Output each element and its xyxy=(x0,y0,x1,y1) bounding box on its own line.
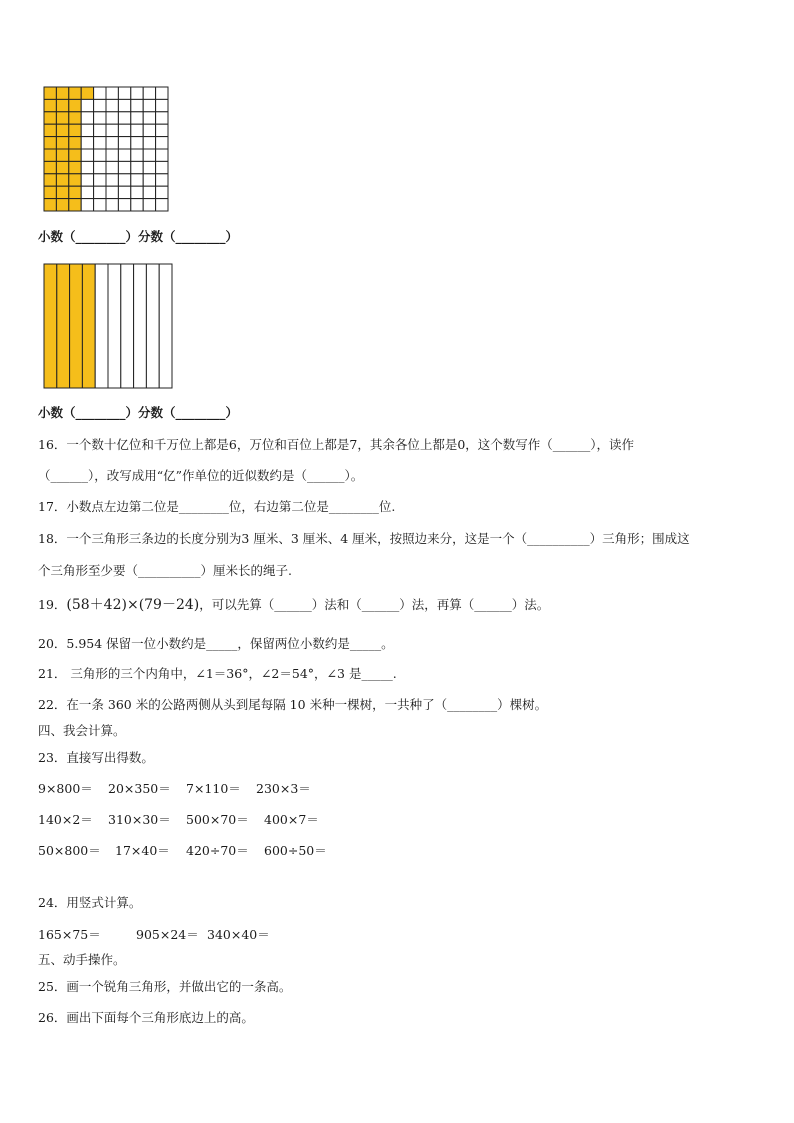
grid-cell xyxy=(143,112,155,124)
grid-cell xyxy=(156,186,168,198)
question-17: 17．小数点左边第二位是________位，右边第二位是________位. xyxy=(38,499,396,514)
calc-item: 165×75＝ xyxy=(38,927,101,942)
grid-cell-shaded xyxy=(44,137,56,149)
calc-item: 50×800＝ xyxy=(38,843,101,858)
grid-cell-shaded xyxy=(69,186,81,198)
grid-cell-shaded xyxy=(56,99,68,111)
grid-cell xyxy=(143,199,155,211)
grid-cell xyxy=(106,87,118,99)
grid-cell-shaded xyxy=(56,199,68,211)
grid-cell xyxy=(156,99,168,111)
grid-cell xyxy=(81,199,93,211)
question-23-title: 23．直接写出得数。 xyxy=(38,750,154,765)
grid-cell xyxy=(106,99,118,111)
grid-cell xyxy=(118,99,130,111)
question-25: 25．画一个锐角三角形，并做出它的一条高。 xyxy=(38,979,292,994)
grid-cell xyxy=(94,174,106,186)
grid-cell xyxy=(131,149,143,161)
grid-cell xyxy=(94,87,106,99)
grid-cell xyxy=(118,112,130,124)
question-18-line2: 个三角形至少要（__________）厘米长的绳子. xyxy=(38,563,292,578)
grid-cell xyxy=(118,199,130,211)
grid-cell xyxy=(143,161,155,173)
grid-cell xyxy=(106,149,118,161)
strip xyxy=(121,264,134,388)
hundred-grid-figure xyxy=(42,85,170,213)
grid-cell xyxy=(143,87,155,99)
grid-cell xyxy=(81,99,93,111)
grid-cell xyxy=(118,149,130,161)
calc-row-2 xyxy=(38,812,319,828)
strip xyxy=(108,264,121,388)
calc-item: 7×110＝ xyxy=(186,781,241,796)
strip-shaded xyxy=(70,264,83,388)
grid-cell xyxy=(156,137,168,149)
grid-cell xyxy=(156,199,168,211)
grid-cell xyxy=(81,137,93,149)
grid-cell xyxy=(131,161,143,173)
grid-cell-shaded xyxy=(69,112,81,124)
grid-cell-shaded xyxy=(56,124,68,136)
question-20: 20．5.954 保留一位小数约是_____，保留两位小数约是_____。 xyxy=(38,636,394,651)
grid-cell xyxy=(118,186,130,198)
section-5-heading: 五、动手操作。 xyxy=(38,952,126,967)
grid-cell xyxy=(131,87,143,99)
grid-cell xyxy=(131,124,143,136)
fig2-answer: 小数（________）分数（________） xyxy=(38,405,239,420)
grid-cell xyxy=(81,149,93,161)
grid-cell-shaded xyxy=(69,137,81,149)
question-19-text: ，可以先算（______）法和（______）法，再算（______）法。 xyxy=(199,597,550,612)
calc-item: 905×24＝ xyxy=(136,927,199,942)
grid-cell xyxy=(143,99,155,111)
grid-cell xyxy=(131,99,143,111)
calc-row-3 xyxy=(38,843,327,859)
grid-cell xyxy=(106,174,118,186)
grid-cell xyxy=(94,112,106,124)
grid-cell xyxy=(118,137,130,149)
question-16-line2: （______），改写成用“亿”作单位的近似数约是（______）。 xyxy=(38,468,364,483)
calc-item: 140×2＝ xyxy=(38,812,93,827)
grid-cell-shaded xyxy=(44,124,56,136)
grid-cell xyxy=(94,137,106,149)
grid-cell xyxy=(106,112,118,124)
grid-cell-shaded xyxy=(44,186,56,198)
grid-cell xyxy=(106,137,118,149)
grid-cell-shaded xyxy=(44,161,56,173)
grid-cell-shaded xyxy=(56,137,68,149)
question-24-items xyxy=(38,927,270,943)
grid-cell xyxy=(156,174,168,186)
calc-item: 230×3＝ xyxy=(256,781,311,796)
grid-cell xyxy=(156,112,168,124)
grid-cell xyxy=(131,186,143,198)
grid-cell-shaded xyxy=(44,99,56,111)
grid-cell xyxy=(143,174,155,186)
grid-cell xyxy=(156,87,168,99)
grid-cell-shaded xyxy=(44,149,56,161)
grid-cell xyxy=(81,124,93,136)
grid-cell xyxy=(143,124,155,136)
grid-cell-shaded xyxy=(69,149,81,161)
strip xyxy=(134,264,147,388)
grid-cell xyxy=(81,112,93,124)
grid-cell-shaded xyxy=(81,87,93,99)
grid-cell xyxy=(156,149,168,161)
grid-cell-shaded xyxy=(56,87,68,99)
grid-cell-shaded xyxy=(56,186,68,198)
question-19-expression: (58＋42)×(79－24) xyxy=(66,597,200,613)
grid-cell xyxy=(94,161,106,173)
grid-cell-shaded xyxy=(56,112,68,124)
grid-cell xyxy=(156,161,168,173)
grid-cell xyxy=(156,124,168,136)
grid-cell-shaded xyxy=(44,87,56,99)
question-26: 26．画出下面每个三角形底边上的高。 xyxy=(38,1010,254,1025)
grid-cell-shaded xyxy=(56,161,68,173)
grid-cell xyxy=(118,161,130,173)
grid-cell xyxy=(118,124,130,136)
grid-cell xyxy=(143,137,155,149)
grid-cell-shaded xyxy=(44,199,56,211)
grid-cell xyxy=(118,174,130,186)
grid-cell xyxy=(131,199,143,211)
section-4-heading: 四、我会计算。 xyxy=(38,723,126,738)
grid-cell-shaded xyxy=(69,199,81,211)
grid-cell xyxy=(94,199,106,211)
grid-cell xyxy=(94,149,106,161)
grid-cell xyxy=(118,87,130,99)
strip xyxy=(159,264,172,388)
question-18-line1: 18．一个三角形三条边的长度分别为3 厘米、3 厘米、4 厘米，按照边来分，这是一个（__________）三角形；围成这 xyxy=(38,531,690,546)
grid-cell xyxy=(143,186,155,198)
strip-shaded xyxy=(57,264,70,388)
strip-shaded xyxy=(44,264,57,388)
grid-cell xyxy=(81,161,93,173)
calc-item: 9×800＝ xyxy=(38,781,93,796)
grid-cell xyxy=(131,174,143,186)
calc-item: 400×7＝ xyxy=(264,812,319,827)
question-24-title: 24．用竖式计算。 xyxy=(38,895,142,910)
grid-cell xyxy=(106,199,118,211)
grid-cell xyxy=(106,124,118,136)
grid-cell-shaded xyxy=(44,174,56,186)
grid-cell xyxy=(94,99,106,111)
grid-cell xyxy=(106,161,118,173)
calc-item: 500×70＝ xyxy=(186,812,249,827)
grid-cell-shaded xyxy=(56,149,68,161)
grid-cell-shaded xyxy=(69,161,81,173)
calc-item: 600÷50＝ xyxy=(264,843,327,858)
calc-item: 20×350＝ xyxy=(108,781,171,796)
question-19-number: 19． xyxy=(38,597,67,612)
grid-cell xyxy=(81,186,93,198)
calc-item: 310×30＝ xyxy=(108,812,171,827)
question-16-line1: 16．一个数十亿位和千万位上都是6，万位和百位上都是7，其余各位上都是0，这个数写作（______），读作 xyxy=(38,437,635,452)
strip-shaded xyxy=(82,264,95,388)
strip xyxy=(146,264,159,388)
question-22: 22．在一条 360 米的公路两侧从头到尾每隔 10 米种一棵树，一共种了（________）棵树。 xyxy=(38,697,548,712)
grid-cell xyxy=(94,124,106,136)
fig1-answer: 小数（________）分数（________） xyxy=(38,229,239,244)
tenth-strips-figure xyxy=(42,262,174,390)
grid-cell-shaded xyxy=(69,124,81,136)
calc-item: 420÷70＝ xyxy=(186,843,249,858)
grid-cell xyxy=(143,149,155,161)
grid-cell-shaded xyxy=(69,99,81,111)
calc-item: 340×40＝ xyxy=(207,927,270,942)
question-19 xyxy=(38,597,549,613)
grid-cell-shaded xyxy=(69,174,81,186)
grid-cell xyxy=(131,112,143,124)
grid-cell-shaded xyxy=(44,112,56,124)
question-21: 21． 三角形的三个内角中，∠1＝36°，∠2＝54°，∠3 是_____. xyxy=(38,666,397,681)
grid-cell xyxy=(94,186,106,198)
grid-cell-shaded xyxy=(69,87,81,99)
grid-cell-shaded xyxy=(56,174,68,186)
calc-row-1 xyxy=(38,781,311,797)
strip xyxy=(95,264,108,388)
grid-cell xyxy=(131,137,143,149)
calc-item: 17×40＝ xyxy=(115,843,170,858)
grid-cell xyxy=(106,186,118,198)
grid-cell xyxy=(81,174,93,186)
